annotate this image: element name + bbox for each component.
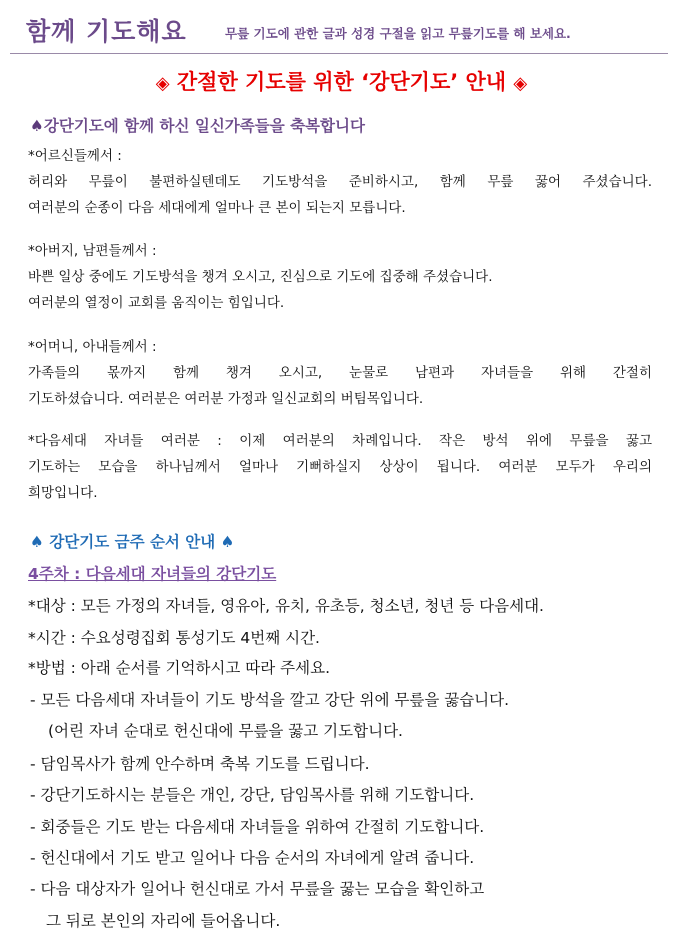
group-next-generation [28, 428, 652, 506]
step-line-continued: 그 뒤로 본인의 자리에 들어옵니다. [46, 912, 281, 930]
step-line: - 모든 다음세대 자녀들이 기도 방석을 깔고 강단 위에 무릎을 꿇습니다. [30, 691, 510, 709]
step-line: - 강단기도하시는 분들은 개인, 강단, 담임목사를 위해 기도합니다. [30, 786, 475, 804]
spade-icon: ♠ [30, 117, 44, 135]
week-heading: 4주차 : 다음세대 자녀들의 강단기도 [28, 565, 277, 583]
header-title: 함께 기도해요 [26, 17, 187, 46]
section2-heading [30, 530, 235, 552]
diamond-icon: ◈ [513, 73, 528, 94]
group-line: 바쁜 일상 중에도 기도방석을 챙겨 오시고, 진심으로 기도에 집중해 주셨습니다. [28, 269, 493, 285]
diamond-icon: ◈ [155, 73, 170, 94]
group-line: 가족들의 몫까지 함께 챙겨 오시고, 눈물로 남편과 자녀들을 위해 간절히 [28, 365, 652, 381]
group-elders [28, 143, 652, 221]
header-divider [10, 53, 668, 54]
group-line: 희망입니다. [28, 485, 98, 501]
group-label: *어머니, 아내들께서 : [28, 339, 157, 355]
step-line: - 헌신대에서 기도 받고 일어나 다음 순서의 자녀에게 알려 줍니다. [30, 849, 475, 867]
group-line: 여러분의 순종이 다음 세대에게 얼마나 큰 본이 되는지 모릅니다. [28, 200, 406, 216]
group-mothers [28, 334, 652, 412]
step-note: (어린 자녀 순대로 헌신대에 무릎을 꿇고 기도합니다. [48, 722, 403, 740]
group-fathers [28, 238, 652, 316]
group-line: *다음세대 자녀들 여러분 : 이제 여러분의 차례입니다. 작은 방석 위에 무릎을 꿇고 [28, 433, 652, 449]
spade-icon: ♠ [30, 533, 44, 551]
spade-icon: ♠ [220, 533, 235, 551]
step-line: - 담임목사가 함께 안수하며 축복 기도를 드립니다. [30, 755, 370, 773]
group-line: 기도하는 모습을 하나님께서 얼마나 기뻐하실지 상상이 됩니다. 여러분 모두가 우리의 [28, 459, 652, 475]
header [0, 0, 683, 56]
section1-heading-text: 강단기도에 함께 하신 일신가족들을 축복합니다 [43, 117, 365, 135]
section2-heading-text: 강단기도 금주 순서 안내 [49, 533, 216, 551]
header-subtitle: 무릎 기도에 관한 글과 성경 구절을 읽고 무릎기도를 해 보세요. [225, 26, 571, 41]
group-label: *어르신들께서 : [28, 148, 122, 164]
group-line: 여러분의 열정이 교회를 움직이는 힘입니다. [28, 295, 285, 311]
step-line: - 회중들은 기도 받는 다음세대 자녀들을 위하여 간절히 기도합니다. [30, 818, 485, 836]
target-line: *대상 : 모든 가정의 자녀들, 영유아, 유치, 유초등, 청소년, 청년 등 다음세대. [28, 597, 544, 615]
group-label: *아버지, 남편들께서 : [28, 243, 157, 259]
group-line: 허리와 무릎이 불편하실텐데도 기도방석을 준비하시고, 함께 무릎 꿇어 주셨습니다. [28, 174, 652, 190]
time-line: *시간 : 수요성령집회 통성기도 4번째 시간. [28, 629, 320, 647]
method-line: *방법 : 아래 순서를 기억하시고 따라 주세요. [28, 659, 331, 677]
main-title-text: 간절한 기도를 위한 ‘강단기도’ 안내 [176, 70, 507, 94]
main-title [0, 66, 683, 96]
group-line: 기도하셨습니다. 여러분은 여러분 가정과 일신교회의 버팀목입니다. [28, 391, 424, 407]
section1-heading [30, 114, 365, 136]
step-line: - 다음 대상자가 일어나 헌신대로 가서 무릎을 꿇는 모습을 확인하고 [30, 880, 485, 898]
